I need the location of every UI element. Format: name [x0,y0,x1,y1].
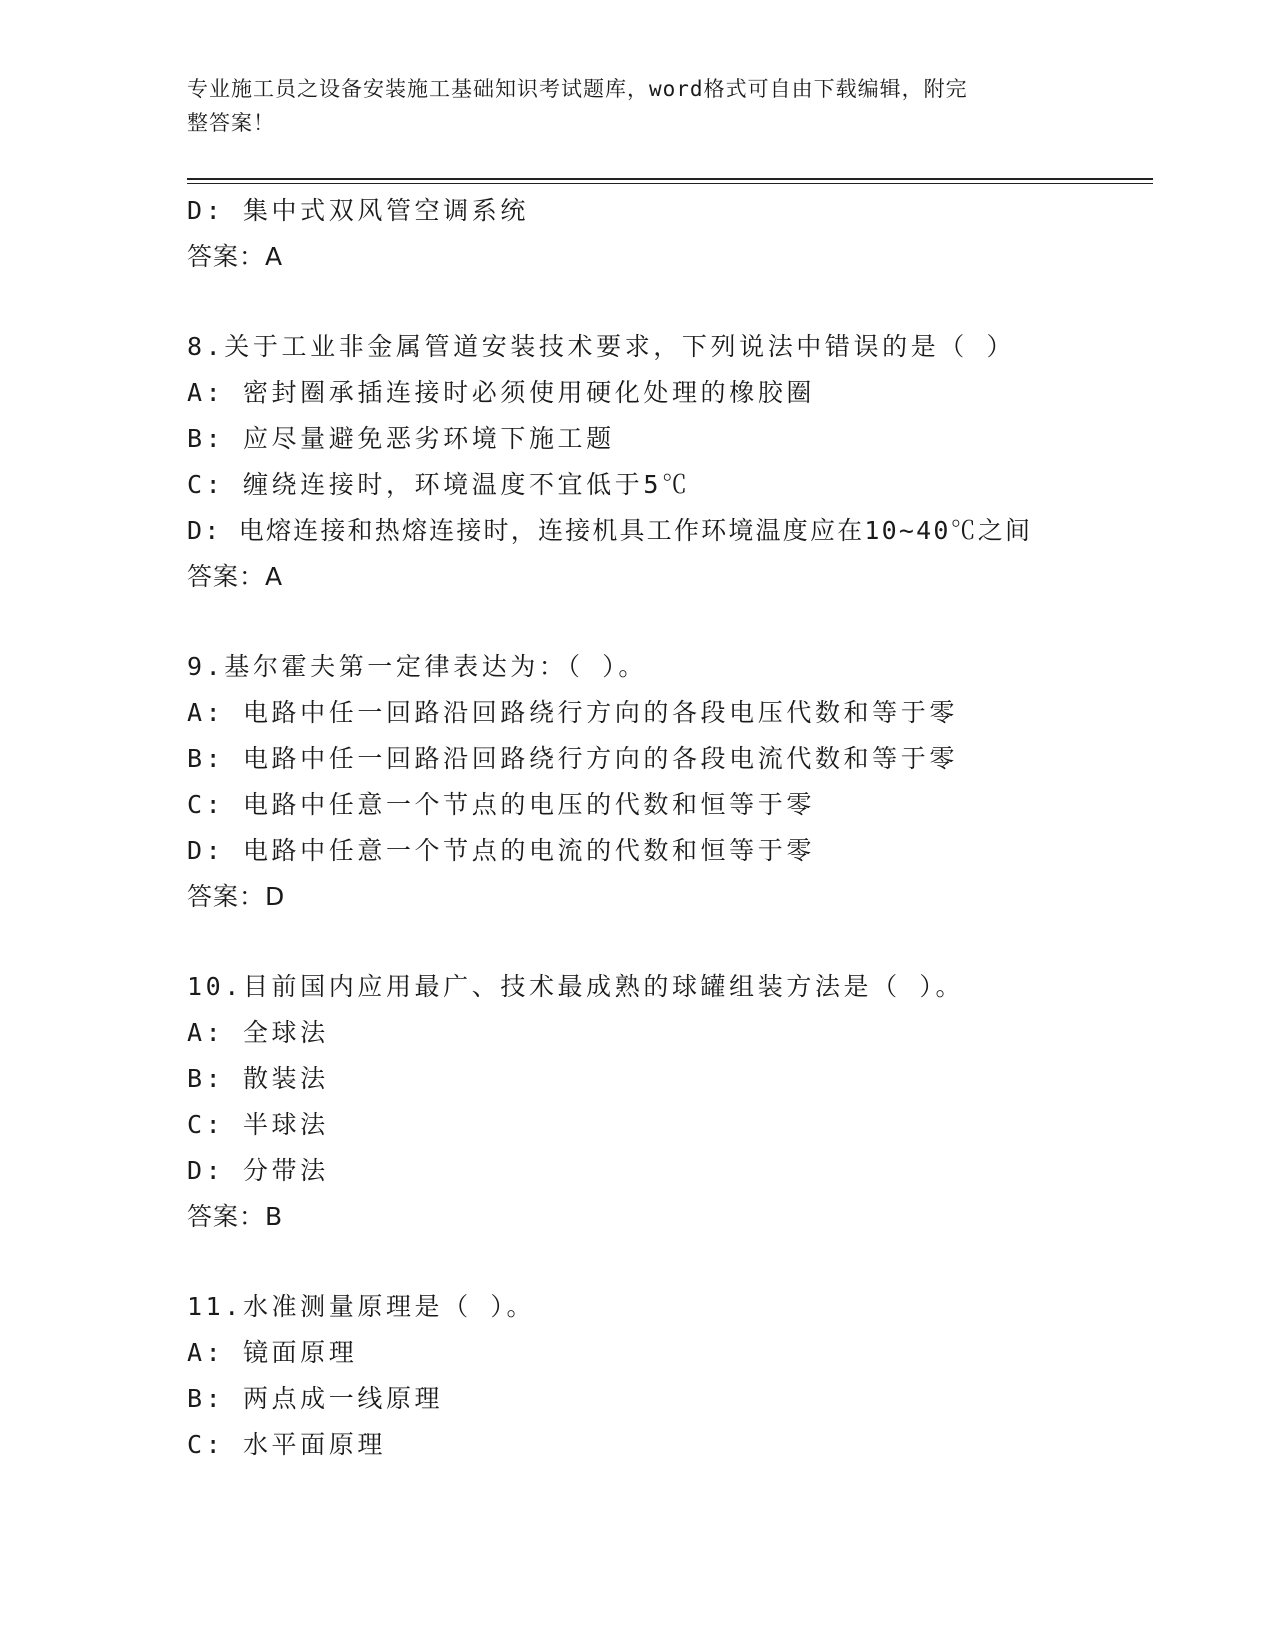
option-d: D: 电路中任意一个节点的电流的代数和恒等于零 [187,836,815,865]
option-b: B: 两点成一线原理 [187,1384,444,1413]
question-stem: 11.水准测量原理是（ ）。 [187,1292,536,1321]
option-a: A: 镜面原理 [187,1338,358,1367]
option-c: C: 电路中任意一个节点的电压的代数和恒等于零 [187,790,815,819]
option-a: A: 密封圈承插连接时必须使用硬化处理的橡胶圈 [187,378,815,407]
spacer [187,600,1187,644]
question-stem: 10.目前国内应用最广、技术最成熟的球罐组装方法是（ ）。 [187,972,965,1001]
option-c: C: 缠绕连接时，环境温度不宜低于5℃ [187,470,691,499]
option-a: A: 电路中任一回路沿回路绕行方向的各段电压代数和等于零 [187,698,958,727]
question-8 [187,324,1187,600]
question-9 [187,644,1187,920]
spacer [187,1240,1187,1284]
option-d: D: 电熔连接和热熔连接时，连接机具工作环境温度应在10~40℃之间 [187,516,1033,545]
option-d: D: 集中式双风管空调系统 [187,196,529,225]
answer-line: 答案：B [187,1202,284,1231]
answer-line: 答案：A [187,242,284,271]
spacer [187,280,1187,324]
option-d: D: 分带法 [187,1156,329,1185]
option-b: B: 应尽量避免恶劣环境下施工题 [187,424,615,453]
question-list [187,188,1187,1468]
option-a: A: 全球法 [187,1018,329,1047]
spacer [187,920,1187,964]
answer-line: 答案：D [187,882,286,911]
question-10 [187,964,1187,1240]
question-stem: 9.基尔霍夫第一定律表达为：（ ）。 [187,652,647,681]
option-c: C: 水平面原理 [187,1430,386,1459]
question-11 [187,1284,1187,1468]
option-c: C: 半球法 [187,1110,329,1139]
header-line-1: 专业施工员之设备安装施工基础知识考试题库，word格式可自由下载编辑，附完 [187,77,968,101]
header-divider-thick [187,178,1153,180]
option-b: B: 散装法 [187,1064,329,1093]
header-divider-thin [187,183,1153,184]
option-b: B: 电路中任一回路沿回路绕行方向的各段电流代数和等于零 [187,744,958,773]
question-stem: 8.关于工业非金属管道安装技术要求，下列说法中错误的是（ ） [187,332,1016,361]
header-line-2: 整答案！ [187,111,275,135]
answer-line: 答案：A [187,562,284,591]
document-header [187,72,1067,140]
